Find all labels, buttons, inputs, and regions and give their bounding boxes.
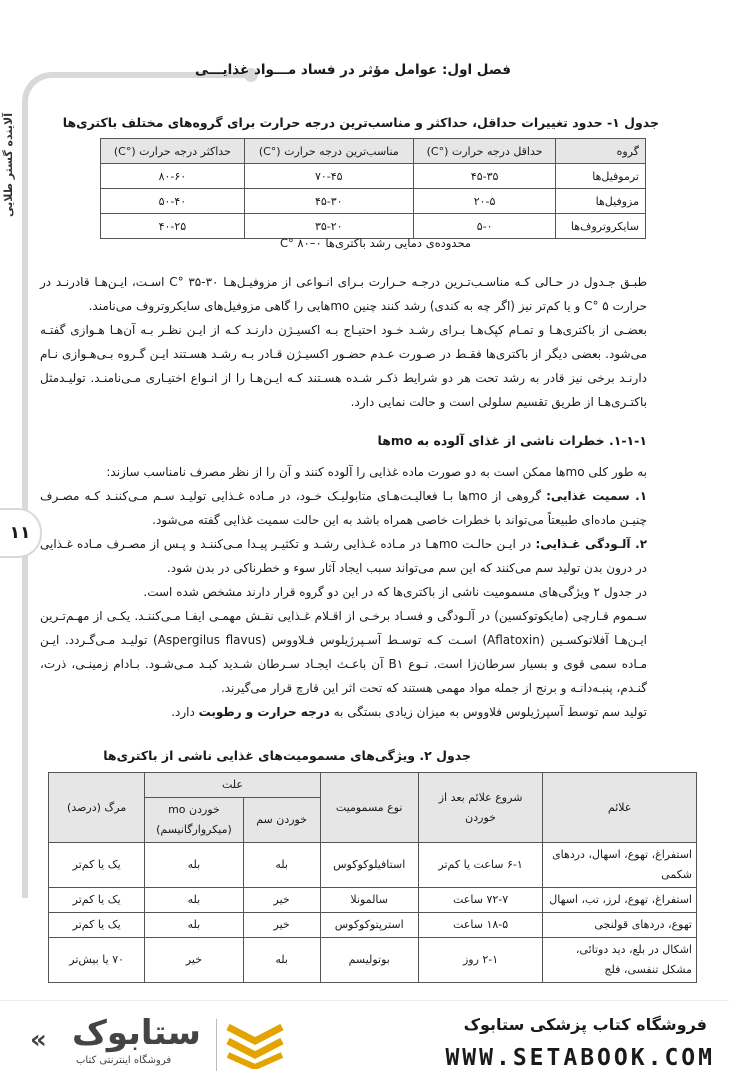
bold-term: ۱. سمیت غذایی:	[546, 489, 648, 503]
paragraph: طبـق جـدول در حـالی کـه مناسـب‌تـرین درجـه حـرارت بـرای انـواعی از مزوفیـل‌هـا C° ۳۵-۳۰ اسـت، ایـن‌هـا قادرنـد در حرارت C° ۵ و یا کم‌تر نیز (اگر چه به کندی) رشد کنند چنین moهایی را گاهی مزوفیل‌های سایکروتروف می‌نامند.	[40, 275, 647, 313]
paragraph: بعضـی از باکتری‌هـا و تمـام کپک‌هـا بـرای رشـد خـود احتیـاج بـه اکسیـژن دارنـد کـه از ایـن نظـر بـه آن‌هـا هـوازی گفتـه می‌شود. بعضی دیگر از باکتری‌ها فقـط در صـورت عـدم حضـور اکسیـژن قـادر بـه رشـد هسـتند ایـن گـروه بـی‌هـوازی نـام دارنـد برخی نیز قادر به رشد تحت هر دو شرایط ذکـر شـده هسـتند کـه ایـن‌هـا را از انـواع اختیـاری مـی‌نامنـد. تولیـدمثل باکتـری‌هـا از طریق تقسیم سلولی است و حالت نمایی دارد.	[40, 323, 647, 409]
table-cell: استافیلوکوکوس	[320, 843, 418, 888]
table-cell: خیر	[243, 888, 320, 913]
table-row	[49, 913, 697, 938]
table-header-row	[49, 773, 697, 798]
table-row	[101, 164, 646, 189]
chapter-title: فصل اول: عوامل مؤثر در فساد مـــواد غذایـــی	[195, 62, 511, 78]
table-cell: بله	[243, 843, 320, 888]
store-footer-banner	[0, 1000, 729, 1081]
logo-divider	[216, 1019, 217, 1071]
table-cell: ۵۰-۴۰	[101, 189, 245, 214]
store-logo	[28, 1013, 298, 1075]
table-header-cell: حداقل درجه حرارت (°C)	[413, 139, 556, 164]
paragraph: سـموم قـارچی (مایکوتوکسین) در آلـودگی و فسـاد برخـی از اقـلام غـذایی نقـش مهمـی ایفـا مـی‌کننـد. یکـی از مهـم‌تـرین ایـن‌هـا آفلاتوکسـین (Aflatoxin) اسـت کـه توسـط آسـپرژیلوس فـلاووس (Aspergilus flavus) تولیـد مـی‌گـردد. ایـن مـاده سمی قوی و بسیار سرطان‌زا است. نـوع B۱ آن باعـث ایجـاد سـرطان شـدید کبـد مـی‌شـود. بـادام زمینـی، ذرت، گنـدم، پنبـه‌دانـه و برنج از جمله مواد مهمی هستند که تحت اثر این قارچ قرار می‌گیرند.	[40, 609, 647, 695]
section-heading: ۱-۱-۱. خطرات ناشی از غذای آلوده به moها	[377, 433, 647, 448]
table-cell: استفراغ، تهوع، اسهال، دردهای شکمی	[543, 843, 697, 888]
table-cell: ۷۲-۷ ساعت	[418, 888, 543, 913]
table-cell: اشکال در بلع، دید دوتائی، مشکل تنفسی، فلج	[543, 938, 697, 983]
store-name: فروشگاه کتاب پزشکی ستابوک	[463, 1015, 707, 1034]
paragraph: به طور کلی moها ممکن است به دو صورت ماده غذایی را آلوده کنند و آن را از نظر مصرف نامناسب سازند:	[106, 465, 647, 479]
table-cell: ۷۰-۴۵	[244, 164, 413, 189]
temperature-table	[100, 138, 646, 239]
table-cell: ۶-۱ ساعت یا کم‌تر	[418, 843, 543, 888]
table2-caption: جدول ۲. ویژگی‌های مسمومیت‌های غذایی ناشی از باکتری‌ها	[103, 748, 471, 763]
paragraph-text: در ایـن حالـت moهـا در مـاده غـذایی رشـد و تکثیـر پیـدا مـی‌کننـد و پـس از مصـرف مـاده غـذایی در درون بدن تولید سم می‌کنند که این سم می‌تواند سبب ایجاد آثار سوء و خطرناکی در بدن شود.	[40, 537, 647, 575]
table-cell: خیر	[145, 938, 243, 983]
table-header-cell: حداکثر درجه حرارت (°C)	[101, 139, 245, 164]
table-cell: ۲۰-۵	[413, 189, 556, 214]
table-cell: استفراغ، تهوع، لرز، تب، اسهال	[543, 888, 697, 913]
table-cell: ۱۸-۵ ساعت	[418, 913, 543, 938]
paragraph-text: دارد.	[171, 705, 199, 719]
table-cell: بله	[145, 843, 243, 888]
table-header-cell: شروع علائم بعد از خوردن	[418, 773, 543, 843]
store-url-link[interactable]: WWW.SETABOOK.COM	[445, 1045, 715, 1071]
body-text-block-2	[40, 460, 647, 724]
table-header-cell: نوع مسمومیت	[320, 773, 418, 843]
double-chevron-icon: «	[30, 1025, 47, 1055]
table-header-cell: گروه	[556, 139, 646, 164]
table-row	[49, 888, 697, 913]
table-cell: استرپتوکوکوس	[320, 913, 418, 938]
table-cell: مزوفیل‌ها	[556, 189, 646, 214]
table-row	[101, 214, 646, 239]
table-header-cell: مرگ (درصد)	[49, 773, 145, 843]
logo-wordmark: ستابوک	[72, 1013, 201, 1053]
table-cell: یک یا کم‌تر	[49, 888, 145, 913]
food-poisoning-table	[48, 772, 697, 983]
paragraph	[40, 532, 647, 580]
paragraph	[40, 700, 647, 724]
table-row	[49, 938, 697, 983]
table-row	[101, 189, 646, 214]
table1-note: محدوده‌ی دمایی رشد باکتری‌ها C° ۸۰–۰	[280, 236, 472, 250]
table-cell: ۴۰-۲۵	[101, 214, 245, 239]
side-publisher-label: آلاینده گستر طلایی	[2, 113, 15, 217]
table-cell: یک یا کم‌تر	[49, 913, 145, 938]
logo-subtitle: فروشگاه اینترنتی کتاب	[76, 1055, 172, 1066]
table-header-row	[101, 139, 646, 164]
table-cell: ۵-۰	[413, 214, 556, 239]
table-header-cell: علت	[145, 773, 320, 798]
paragraph-text: تولید سم توسط آسپرژیلوس فلاووس به میزان زیادی بستگی به	[329, 705, 647, 719]
table-cell: ۷۰ یا بیش‌تر	[49, 938, 145, 983]
table-cell: ترموفیل‌ها	[556, 164, 646, 189]
table1-caption: جدول ۱- حدود تغییرات حداقل، حداکثر و مناسب‌ترین درجه حرارت برای گروه‌های مختلف باکتری‌ها	[62, 115, 659, 130]
page-number: ۱۱	[0, 508, 42, 558]
bold-term: ۲. آلـودگی غـذایی:	[535, 537, 648, 551]
table-cell: تهوع، دردهای قولنجی	[543, 913, 697, 938]
table-cell: بله	[145, 888, 243, 913]
table-cell: ۳۵-۲۰	[244, 214, 413, 239]
table-cell: سالمونلا	[320, 888, 418, 913]
table-cell: بله	[243, 938, 320, 983]
paragraph-text: گروهی از moها بـا فعالیـت‌هـای متابولیـک خـود، در مـاده غـذایی تولیـد سـم مـی‌کننـد کـه مصـرف چنیـن ماده‌ای طبیعتاً می‌تواند با خطرات خاصی همراه باشد به این حالت سمیت غذایی گفته می‌شود.	[40, 489, 647, 527]
bold-term: درجه حرارت و رطوبت	[198, 705, 330, 719]
body-text-block-1	[40, 270, 647, 414]
table-cell: بوتولیسم	[320, 938, 418, 983]
table-header-cell: خوردن سم	[243, 798, 320, 843]
table-cell: ۲-۱ روز	[418, 938, 543, 983]
paragraph	[40, 484, 647, 532]
table-header-cell: علائم	[543, 773, 697, 843]
table-cell: سایکروتروف‌ها	[556, 214, 646, 239]
table-cell: خیر	[243, 913, 320, 938]
table-cell: یک یا کم‌تر	[49, 843, 145, 888]
table-cell: ۴۵-۳۵	[413, 164, 556, 189]
table-cell: ۴۵-۳۰	[244, 189, 413, 214]
chevron-stack-icon	[224, 1021, 286, 1069]
paragraph: در جدول ۲ ویژگی‌های مسمومیت ناشی از باکتری‌ها که در این دو گروه قرار دارند مشخص شده است.	[143, 585, 647, 599]
table-cell: ۸۰-۶۰	[101, 164, 245, 189]
table-header-cell: مناسب‌ترین درجه حرارت (°C)	[244, 139, 413, 164]
table-header-cell: خوردن mo (میکروارگانیسم)	[145, 798, 243, 843]
table-cell: بله	[145, 913, 243, 938]
table-row	[49, 843, 697, 888]
